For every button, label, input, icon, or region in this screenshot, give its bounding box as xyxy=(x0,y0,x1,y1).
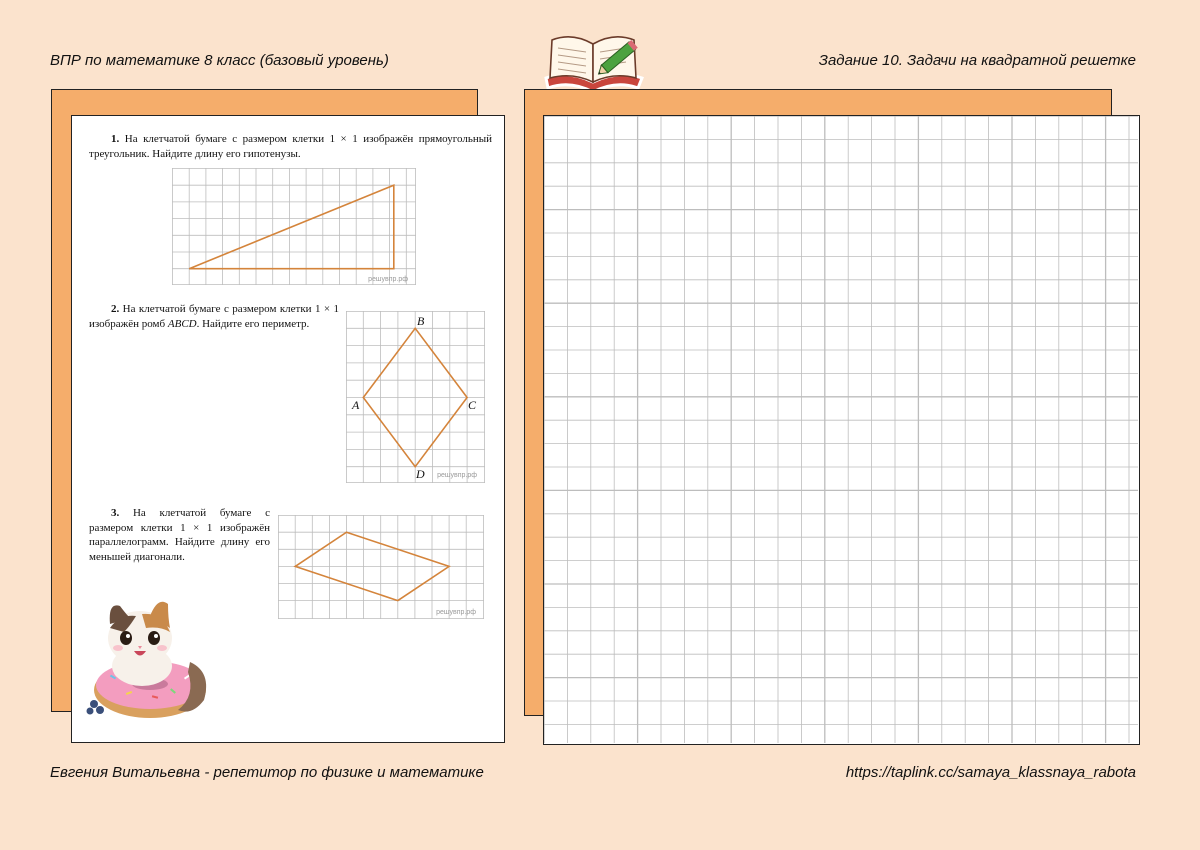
header-left: ВПР по математике 8 класс (базовый уровень) xyxy=(50,52,389,69)
footer-left: Евгения Витальевна - репетитор по физике и математике xyxy=(50,764,484,781)
task-2-figure xyxy=(346,311,485,483)
right-triangle xyxy=(189,185,394,269)
task-1-statement: На клетчатой бумаге с размером клетки 1 × 1 изображён прямоугольный треугольник. Найдите длину его гипотенузы. xyxy=(89,133,493,160)
vertex-label-d: D xyxy=(416,467,425,481)
task-2-watermark: решувпр.рф xyxy=(437,472,477,479)
task-3-grid xyxy=(278,515,484,619)
cat-donut-sticker xyxy=(80,592,220,727)
task-3-statement: На клетчатой бумаге с размером клетки 1 × 1 изображён параллелограмм. Найдите длину его меньшей диагонали. xyxy=(89,507,270,563)
answer-grid xyxy=(544,116,1138,743)
task-2-number: 2. xyxy=(111,303,120,315)
footer-right: https://taplink.cc/samaya_klassnaya_rabota xyxy=(845,764,1136,781)
task-3-figure xyxy=(278,515,484,619)
task-1-figure xyxy=(172,168,416,285)
vertex-label-c: C xyxy=(468,398,477,412)
task-1-watermark: решувпр.рф xyxy=(368,276,408,283)
task-3-text xyxy=(89,506,270,564)
task-2-grid xyxy=(346,311,485,483)
task-3-number: 3. xyxy=(111,507,120,519)
task-2-figure-name: ABCD xyxy=(167,317,197,330)
book-pencil-icon xyxy=(538,26,648,96)
task-2-text xyxy=(89,302,339,331)
vertex-label-b: B xyxy=(417,314,425,328)
task-3-watermark: решувпр.рф xyxy=(436,609,476,616)
task-1-number: 1. xyxy=(111,133,120,145)
task-1-text xyxy=(89,132,492,161)
vertex-label-a: A xyxy=(352,398,360,412)
task-2-statement-b: . Найдите его периметр. xyxy=(196,317,310,330)
answer-grid-sheet xyxy=(543,115,1140,745)
header-right: Задание 10. Задачи на квадратной решетке xyxy=(818,52,1136,69)
task-2-statement-a: На клетчатой бумаге с размером клетки 1 × 1 изображён ромб xyxy=(89,303,339,330)
